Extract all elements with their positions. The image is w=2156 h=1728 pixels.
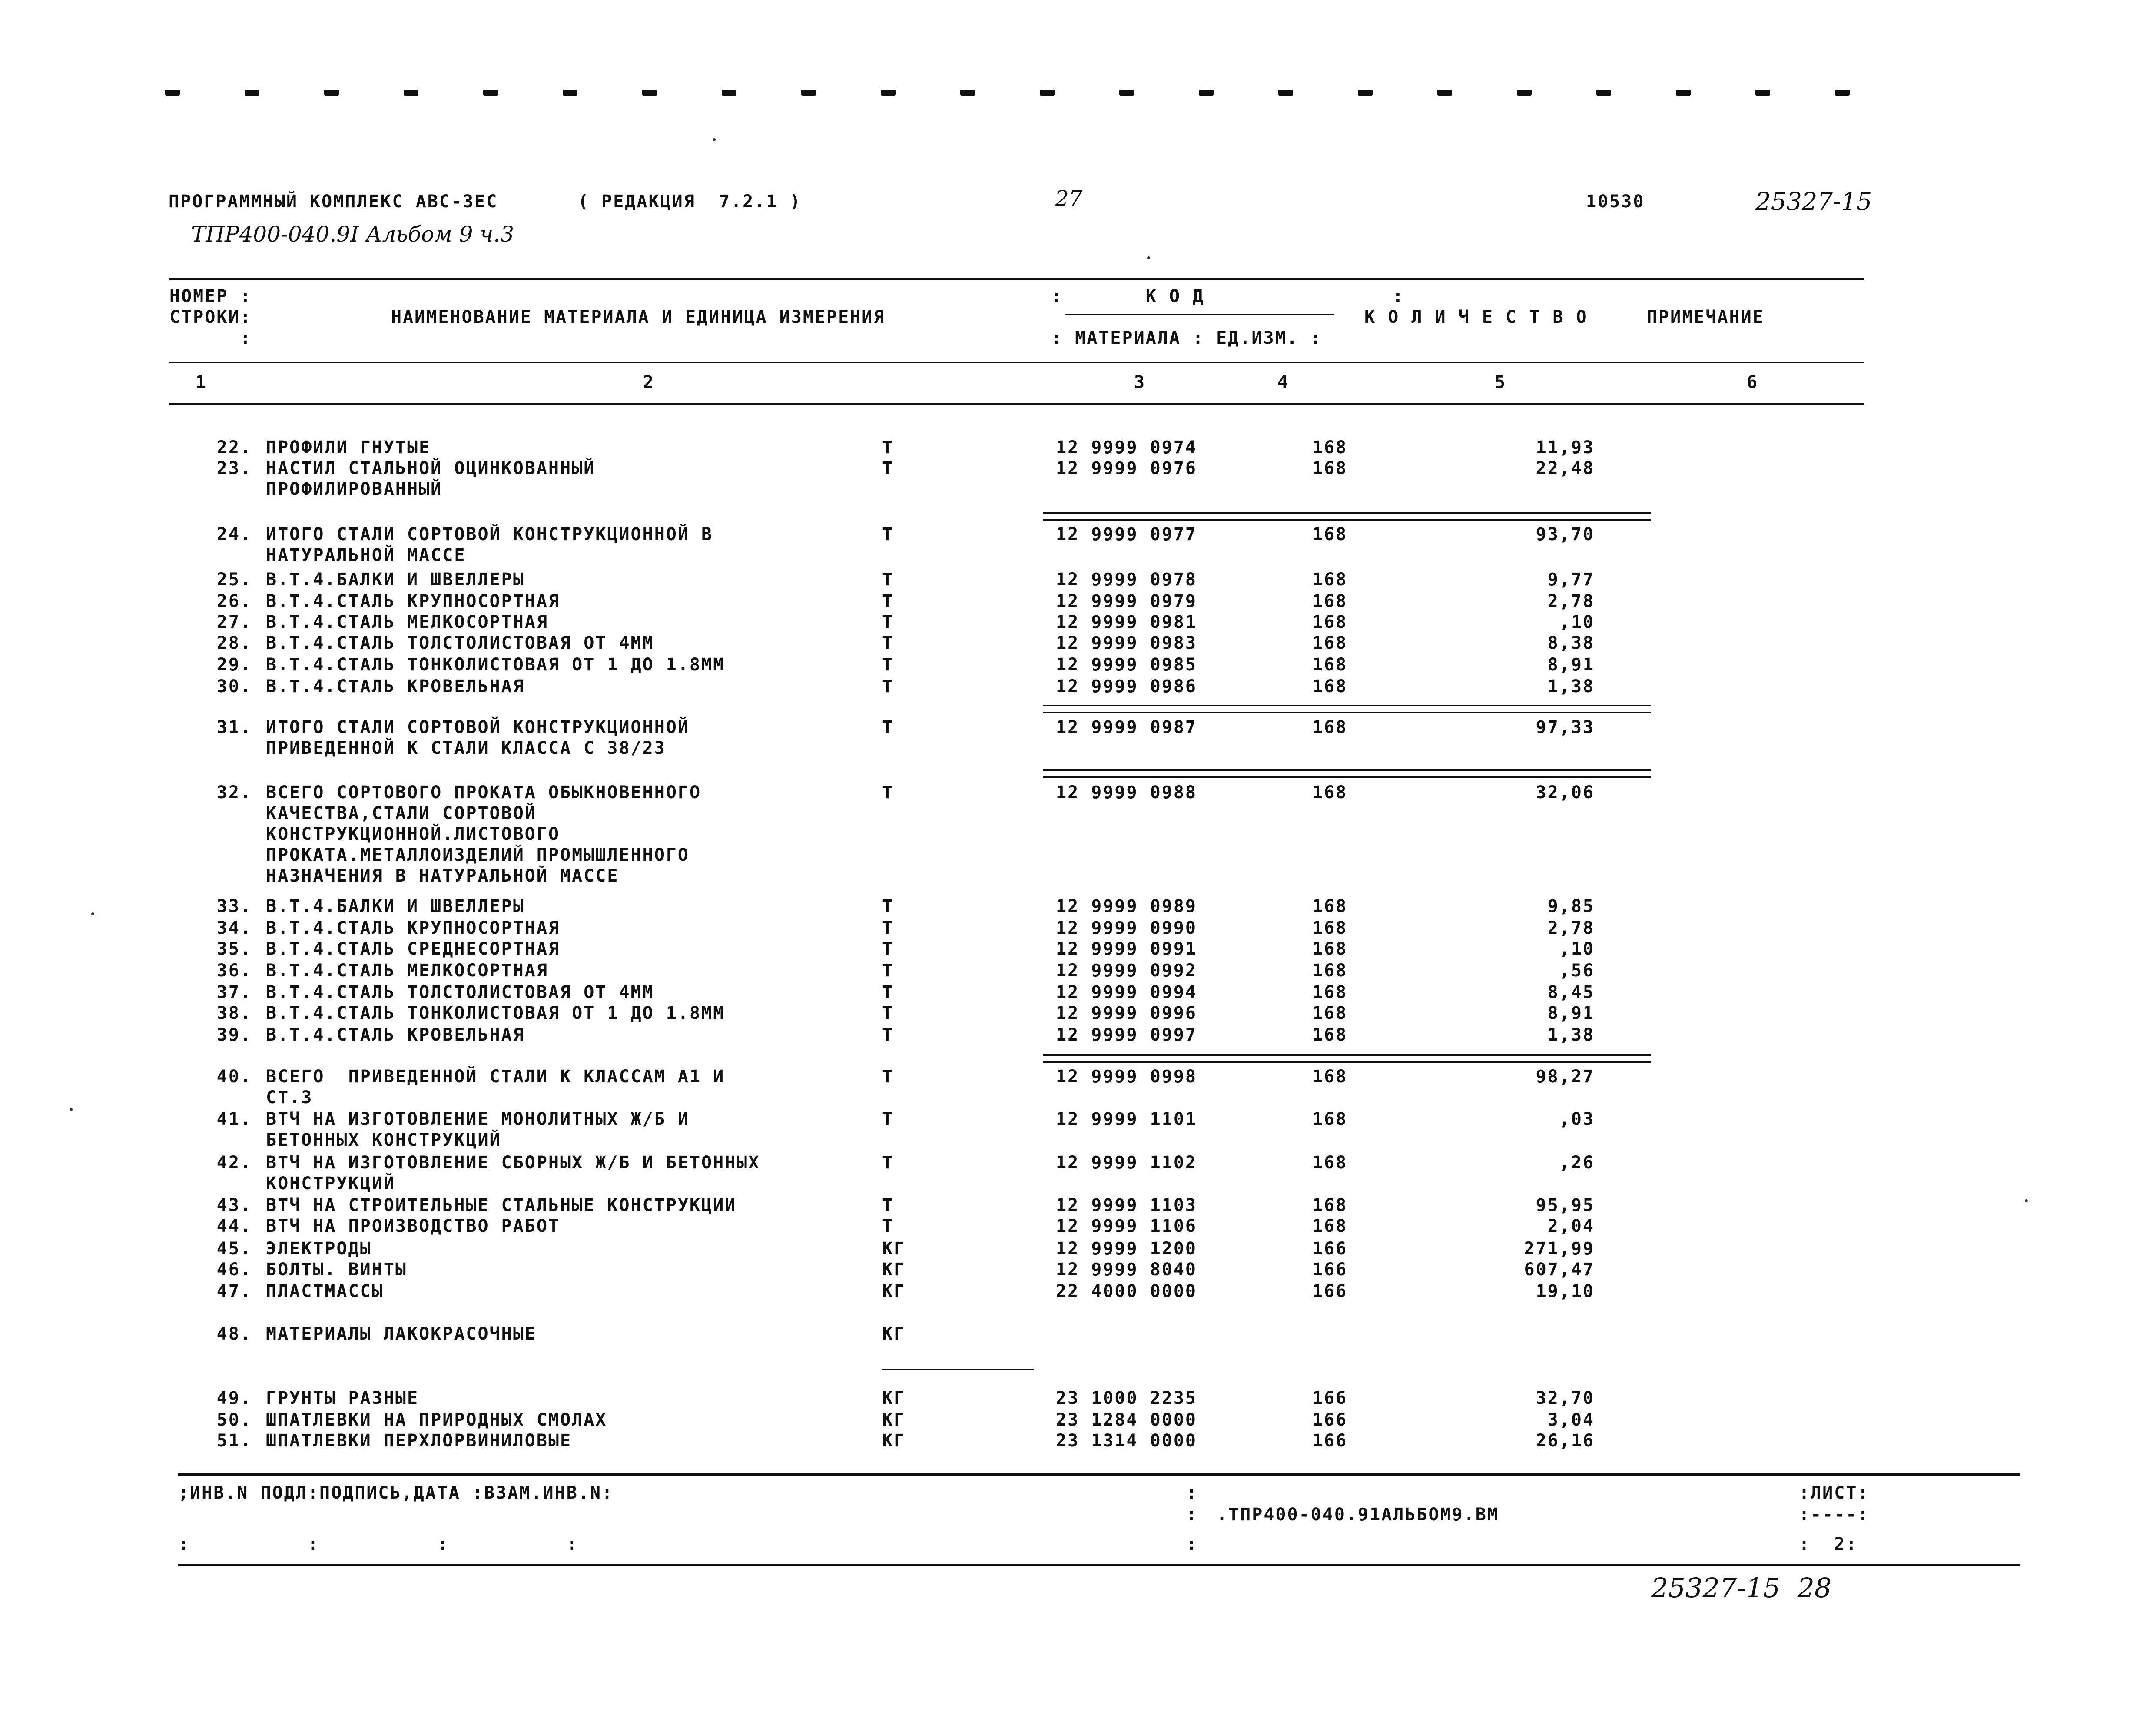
table-row [0, 676, 2156, 697]
material-code: 12 9999 0997 [1056, 1025, 1197, 1045]
sheet-divider: :----: [1799, 1505, 1870, 1525]
material-code: 12 9999 0989 [1056, 896, 1197, 916]
table-row [0, 654, 2156, 675]
row-number: 35. [216, 939, 252, 959]
table-row [0, 1109, 2156, 1150]
perforation-dash [165, 90, 180, 96]
unit-cell: Т [882, 1216, 894, 1236]
col-quantity-header: К О Л И Ч Е С Т В О [1364, 307, 1588, 327]
unit-cell: Т [882, 1025, 894, 1045]
unit-code: 168 [1312, 458, 1348, 478]
material-name: В.Т.4.БАЛКИ И ШВЕЛЛЕРЫ [266, 570, 525, 590]
table-row [0, 1259, 2156, 1280]
unit-cell: Т [882, 633, 894, 653]
material-code: 12 9999 0994 [1056, 982, 1197, 1002]
code-label: К О Д [1145, 286, 1205, 306]
unit-code: 168 [1312, 1109, 1348, 1129]
unit-code: 168 [1312, 961, 1348, 981]
quantity-value: 95,95 [1536, 1195, 1595, 1215]
col-number-1: 1 [196, 372, 208, 392]
material-code: 12 9999 0985 [1056, 655, 1197, 675]
material-name: В.Т.4.СТАЛЬ МЕЛКОСОРТНАЯ [266, 961, 548, 981]
row-number: 32. [216, 783, 252, 803]
col-number-4: 4 [1277, 372, 1290, 392]
unit-code: 168 [1312, 1216, 1348, 1236]
row-number: 34. [216, 918, 252, 938]
perforation-dash [324, 90, 339, 96]
unit-cell: КГ [882, 1239, 906, 1259]
row-number: 44. [216, 1216, 252, 1236]
col-number-3: 3 [1134, 372, 1146, 392]
material-code: 12 9999 1102 [1056, 1153, 1197, 1173]
scan-speck [91, 912, 94, 915]
perforation-dash [960, 90, 975, 96]
row-number: 30. [216, 677, 252, 697]
page-number: 27 [1055, 186, 1083, 211]
row-number: 31. [216, 717, 252, 737]
unit-code: 168 [1312, 717, 1348, 737]
row-number: 38. [216, 1003, 252, 1023]
program-title: ПРОГРАММНЫЙ КОМПЛЕКС АВС-3ЕС [169, 192, 498, 212]
perforation-dash [1676, 90, 1691, 96]
material-code: 12 9999 0998 [1056, 1067, 1197, 1087]
header-mid-rule [169, 362, 1864, 363]
row-number: 27. [216, 612, 252, 632]
table-row [0, 1216, 2156, 1237]
table-row [0, 1430, 2156, 1451]
table-row [0, 1323, 2156, 1344]
unit-cell: Т [882, 591, 894, 611]
perforation-dash [1278, 90, 1293, 96]
row-number: 45. [216, 1239, 252, 1259]
sheet-label: :ЛИСТ: [1799, 1483, 1870, 1503]
quantity-value: 11,93 [1536, 438, 1595, 458]
quantity-value: 8,45 [1547, 982, 1595, 1002]
unit-cell: КГ [882, 1410, 906, 1430]
quantity-value: 1,38 [1547, 677, 1595, 697]
code-split-rule [1065, 314, 1334, 315]
unit-code: 168 [1312, 939, 1348, 959]
material-name: ВСЕГО ПРИВЕДЕННОЙ СТАЛИ К КЛАССАМ А1 И СТ.3 [266, 1067, 725, 1108]
col-number-6: 6 [1747, 372, 1759, 392]
material-code: 12 9999 1101 [1056, 1109, 1197, 1129]
material-name: ВТЧ НА СТРОИТЕЛЬНЫЕ СТАЛЬНЫЕ КОНСТРУКЦИИ [266, 1195, 737, 1215]
col-code-subheaders: : МАТЕРИАЛА : ЕД.ИЗМ. : [1051, 328, 1322, 348]
subtotal-double-rule [1043, 1054, 1651, 1063]
material-name: ВТЧ НА ИЗГОТОВЛЕНИЕ МОНОЛИТНЫХ Ж/Б И БЕТОННЫХ КОНСТРУКЦИЙ [266, 1109, 690, 1150]
table-row [0, 982, 2156, 1003]
material-code: 12 9999 0976 [1056, 458, 1197, 478]
unit-cell: Т [882, 896, 894, 916]
document-subtitle: ТПР400-040.9I Альбом 9 ч.3 [191, 222, 514, 247]
table-row [0, 782, 2156, 886]
unit-code: 166 [1312, 1281, 1348, 1301]
table-row [0, 569, 2156, 590]
col-material-header: МАТЕРИАЛА [1075, 328, 1181, 348]
material-code: 12 9999 1103 [1056, 1195, 1197, 1215]
row-number: 49. [216, 1388, 252, 1408]
quantity-value: 98,27 [1536, 1067, 1595, 1087]
material-code: 12 9999 0988 [1056, 783, 1197, 803]
quantity-value: 93,70 [1536, 524, 1595, 544]
unit-code: 168 [1312, 1153, 1348, 1173]
quantity-value: 22,48 [1536, 458, 1595, 478]
quantity-value: ,26 [1559, 1153, 1595, 1173]
row-number: 24. [216, 524, 252, 544]
row-number: 22. [216, 438, 252, 458]
table-row [0, 939, 2156, 959]
table-row [0, 1152, 2156, 1194]
col-name-header: НАИМЕНОВАНИЕ МАТЕРИАЛА И ЕДИНИЦА ИЗМЕРЕНИЯ [391, 307, 886, 327]
unit-cell: КГ [882, 1431, 906, 1451]
edition-label: ( РЕДАКЦИЯ 7.2.1 ) [578, 192, 802, 212]
quantity-value: 9,85 [1547, 896, 1595, 916]
unit-cell: КГ [882, 1281, 906, 1301]
material-name: В.Т.4.СТАЛЬ КРУПНОСОРТНАЯ [266, 591, 561, 611]
document-designation: .ТПР400-040.91АЛЬБОМ9.ВМ [1217, 1505, 1499, 1525]
row-number: 50. [216, 1410, 252, 1430]
stamp-bottom-rule [178, 1564, 2020, 1566]
row-number: 41. [216, 1109, 252, 1129]
col-code-header: : К О Д : [1051, 286, 1405, 306]
unit-code: 166 [1312, 1239, 1348, 1259]
material-name: БОЛТЫ. ВИНТЫ [266, 1260, 407, 1280]
unit-code: 168 [1312, 591, 1348, 611]
archive-number: 25327-15 [1755, 188, 1872, 216]
material-name: ПЛАСТМАССЫ [266, 1281, 384, 1301]
unit-cell: КГ [882, 1388, 906, 1408]
handwritten-archive-note: 25327-15 28 [1651, 1572, 1832, 1604]
unit-cell: Т [882, 458, 894, 478]
unit-cell: Т [882, 612, 894, 632]
unit-cell: Т [882, 939, 894, 959]
material-code: 12 9999 0990 [1056, 918, 1197, 938]
perforation-dash [1437, 90, 1452, 96]
material-name: В.Т.4.СТАЛЬ МЕЛКОСОРТНАЯ [266, 612, 548, 632]
unit-code: 168 [1312, 655, 1348, 675]
row-number: 46. [216, 1260, 252, 1280]
section-underline [882, 1369, 1034, 1370]
material-code: 12 9999 0983 [1056, 633, 1197, 653]
quantity-value: 32,70 [1536, 1388, 1595, 1408]
table-top-rule [169, 278, 1864, 280]
table-row [0, 1281, 2156, 1302]
unit-code: 168 [1312, 1025, 1348, 1045]
subtotal-double-rule [1043, 705, 1651, 713]
table-row [0, 1388, 2156, 1409]
material-code: 23 1284 0000 [1056, 1410, 1197, 1430]
quantity-value: 8,91 [1547, 655, 1595, 675]
unit-code: 168 [1312, 438, 1348, 458]
table-row [0, 1003, 2156, 1024]
material-code: 23 1314 0000 [1056, 1431, 1197, 1451]
material-name: НАСТИЛ СТАЛЬНОЙ ОЦИНКОВАННЫЙ ПРОФИЛИРОВАННЫЙ [266, 458, 596, 499]
stamp-top-rule [178, 1473, 2020, 1476]
row-number: 28. [216, 633, 252, 653]
perforation-dash [1596, 90, 1611, 96]
run-code: 10530 [1586, 192, 1645, 212]
unit-code: 166 [1312, 1388, 1348, 1408]
perforation-dash [404, 90, 418, 96]
unit-cell: Т [882, 1067, 894, 1087]
col-number-5: 5 [1495, 372, 1507, 392]
material-name: В.Т.4.СТАЛЬ ТОНКОЛИСТОВАЯ ОТ 1 ДО 1.8ММ [266, 1003, 725, 1023]
material-code: 23 1000 2235 [1056, 1388, 1197, 1408]
quantity-value: ,10 [1559, 612, 1595, 632]
material-name: ГРУНТЫ РАЗНЫЕ [266, 1388, 419, 1408]
stamp-divider: : [1186, 1505, 1198, 1525]
quantity-value: ,10 [1559, 939, 1595, 959]
unit-cell: Т [882, 961, 894, 981]
table-row [0, 1410, 2156, 1430]
quantity-value: 607,47 [1524, 1260, 1595, 1280]
table-row [0, 896, 2156, 917]
quantity-value: 8,91 [1547, 1003, 1595, 1023]
quantity-value: 2,04 [1547, 1216, 1595, 1236]
scan-speck [713, 138, 716, 141]
unit-code: 166 [1312, 1260, 1348, 1280]
table-row [0, 960, 2156, 981]
unit-code: 168 [1312, 1067, 1348, 1087]
quantity-value: 3,04 [1547, 1410, 1595, 1430]
quantity-value: 19,10 [1536, 1281, 1595, 1301]
table-row [0, 437, 2156, 458]
material-code: 12 9999 0987 [1056, 717, 1197, 737]
row-number: 29. [216, 655, 252, 675]
row-number: 42. [216, 1153, 252, 1173]
unit-code: 166 [1312, 1431, 1348, 1451]
material-code: 12 9999 1106 [1056, 1216, 1197, 1236]
material-name: ИТОГО СТАЛИ СОРТОВОЙ КОНСТРУКЦИОННОЙ В НАТУРАЛЬНОЙ МАССЕ [266, 524, 713, 565]
table-row [0, 524, 2156, 565]
quantity-value: 97,33 [1536, 717, 1595, 737]
row-number: 47. [216, 1281, 252, 1301]
stamp-labels: ;ИНВ.N ПОДЛ:ПОДПИСЬ,ДАТА :ВЗАМ.ИНВ.N: [178, 1483, 614, 1503]
stamp-blank-cells: : : : : [178, 1534, 578, 1554]
unit-cell: Т [882, 655, 894, 675]
material-code: 12 9999 1200 [1056, 1239, 1197, 1259]
unit-code: 168 [1312, 1195, 1348, 1215]
col-row-number-header: НОМЕР : СТРОКИ: : [169, 286, 252, 348]
material-name: ИТОГО СТАЛИ СОРТОВОЙ КОНСТРУКЦИОННОЙ ПРИВЕДЕННОЙ К СТАЛИ КЛАССА С 38/23 [266, 717, 690, 758]
quantity-value: 32,06 [1536, 783, 1595, 803]
table-row [0, 633, 2156, 653]
material-name: ВСЕГО СОРТОВОГО ПРОКАТА ОБЫКНОВЕННОГО КАЧЕСТВА,СТАЛИ СОРТОВОЙ КОНСТРУКЦИОННОЙ.ЛИСТОВОГО ПРОКАТА.МЕТАЛЛОИЗДЕЛИЙ ПРОМЫШЛЕННОГО НАЗНАЧЕНИЯ В НАТУРАЛЬНОЙ МАССЕ [266, 783, 702, 886]
quantity-value: ,03 [1559, 1109, 1595, 1129]
unit-code: 166 [1312, 1410, 1348, 1430]
table-row [0, 1066, 2156, 1108]
col-number-2: 2 [643, 372, 655, 392]
material-name: ЭЛЕКТРОДЫ [266, 1239, 372, 1259]
perforation-dash [563, 90, 577, 96]
quantity-value: 2,78 [1547, 918, 1595, 938]
unit-cell: Т [882, 1153, 894, 1173]
material-code: 12 9999 0978 [1056, 570, 1197, 590]
material-code: 22 4000 0000 [1056, 1281, 1197, 1301]
unit-code: 168 [1312, 896, 1348, 916]
perforation-dash [1358, 90, 1373, 96]
material-name: ВТЧ НА ПРОИЗВОДСТВО РАБОТ [266, 1216, 561, 1236]
unit-code: 168 [1312, 1003, 1348, 1023]
sheet-number: : 2: [1799, 1534, 1858, 1554]
scan-speck [2025, 1199, 2028, 1202]
unit-code: 168 [1312, 677, 1348, 697]
row-number: 26. [216, 591, 252, 611]
unit-cell: Т [882, 982, 894, 1002]
material-code: 12 9999 0991 [1056, 939, 1197, 959]
unit-cell: Т [882, 524, 894, 544]
table-row [0, 591, 2156, 612]
unit-cell: Т [882, 717, 894, 737]
material-code: 12 9999 0996 [1056, 1003, 1197, 1023]
unit-code: 168 [1312, 524, 1348, 544]
stamp-divider: : [1186, 1534, 1198, 1554]
quantity-value: 2,78 [1547, 591, 1595, 611]
material-name: В.Т.4.СТАЛЬ КРОВЕЛЬНАЯ [266, 677, 525, 697]
quantity-value: ,56 [1559, 961, 1595, 981]
material-name: МАТЕРИАЛЫ ЛАКОКРАСОЧНЫЕ [266, 1324, 537, 1344]
material-code: 12 9999 0974 [1056, 438, 1197, 458]
row-number: 40. [216, 1067, 252, 1087]
material-name: В.Т.4.СТАЛЬ КРОВЕЛЬНАЯ [266, 1025, 525, 1045]
row-number: 48. [216, 1324, 252, 1344]
material-code: 12 9999 0992 [1056, 961, 1197, 981]
stamp-divider: : [1186, 1483, 1198, 1503]
unit-cell: Т [882, 1003, 894, 1023]
row-number: 23. [216, 458, 252, 478]
unit-code: 168 [1312, 918, 1348, 938]
perforation-dash [881, 90, 896, 96]
perforation-dash [1517, 90, 1532, 96]
material-name: В.Т.4.СТАЛЬ ТОЛСТОЛИСТОВАЯ ОТ 4ММ [266, 982, 654, 1002]
quantity-value: 8,38 [1547, 633, 1595, 653]
perforation-dash [1755, 90, 1770, 96]
row-number: 36. [216, 961, 252, 981]
quantity-value: 9,77 [1547, 570, 1595, 590]
table-row [0, 612, 2156, 633]
unit-cell: Т [882, 918, 894, 938]
perforation-dash [801, 90, 816, 96]
unit-cell: Т [882, 1195, 894, 1215]
unit-cell: Т [882, 438, 894, 458]
quantity-value: 1,38 [1547, 1025, 1595, 1045]
perforation-dash [1119, 90, 1134, 96]
perforation-dash [245, 90, 259, 96]
row-number: 25. [216, 570, 252, 590]
unit-cell: Т [882, 1109, 894, 1129]
row-number: 39. [216, 1025, 252, 1045]
table-row [0, 918, 2156, 939]
unit-cell: Т [882, 677, 894, 697]
scan-speck [70, 1108, 73, 1111]
unit-cell: КГ [882, 1260, 906, 1280]
unit-code: 168 [1312, 612, 1348, 632]
row-number: 43. [216, 1195, 252, 1215]
row-number: 33. [216, 896, 252, 916]
material-code: 12 9999 0979 [1056, 591, 1197, 611]
table-row [0, 1238, 2156, 1259]
material-name: В.Т.4.БАЛКИ И ШВЕЛЛЕРЫ [266, 896, 525, 916]
unit-code: 168 [1312, 570, 1348, 590]
material-code: 12 9999 8040 [1056, 1260, 1197, 1280]
perforation-dash [483, 90, 498, 96]
quantity-value: 271,99 [1524, 1239, 1595, 1259]
row-number: 37. [216, 982, 252, 1002]
material-name: В.Т.4.СТАЛЬ КРУПНОСОРТНАЯ [266, 918, 561, 938]
material-name: ПРОФИЛИ ГНУТЫЕ [266, 438, 431, 458]
material-name: ШПАТЛЕВКИ НА ПРИРОДНЫХ СМОЛАХ [266, 1410, 607, 1430]
material-name: ШПАТЛЕВКИ ПЕРХЛОРВИНИЛОВЫЕ [266, 1431, 572, 1451]
material-name: ВТЧ НА ИЗГОТОВЛЕНИЕ СБОРНЫХ Ж/Б И БЕТОННЫХ КОНСТРУКЦИЙ [266, 1153, 760, 1194]
perforation-dash [722, 90, 736, 96]
material-code: 12 9999 0977 [1056, 524, 1197, 544]
material-code: 12 9999 0981 [1056, 612, 1197, 632]
perforation-dash [1835, 90, 1850, 96]
header-bottom-rule [169, 403, 1864, 405]
perforation-dash [642, 90, 657, 96]
subtotal-double-rule [1043, 512, 1651, 521]
scan-speck [1147, 256, 1150, 259]
quantity-value: 26,16 [1536, 1431, 1595, 1451]
col-note-header: ПРИМЕЧАНИЕ [1647, 307, 1765, 327]
unit-code: 168 [1312, 783, 1348, 803]
subtotal-double-rule [1043, 769, 1651, 778]
material-name: В.Т.4.СТАЛЬ СРЕДНЕСОРТНАЯ [266, 939, 561, 959]
table-row [0, 1025, 2156, 1045]
row-number: 51. [216, 1431, 252, 1451]
material-name: В.Т.4.СТАЛЬ ТОЛСТОЛИСТОВАЯ ОТ 4ММ [266, 633, 654, 653]
table-row [0, 717, 2156, 758]
perforation-dash [1199, 90, 1214, 96]
perforation-dash [1040, 90, 1055, 96]
table-row [0, 1195, 2156, 1216]
unit-code: 168 [1312, 982, 1348, 1002]
unit-cell: КГ [882, 1324, 906, 1344]
table-row [0, 458, 2156, 499]
unit-cell: Т [882, 570, 894, 590]
unit-cell: Т [882, 783, 894, 803]
col-unit-header: ЕД.ИЗМ. [1216, 328, 1299, 348]
material-code: 12 9999 0986 [1056, 677, 1197, 697]
material-name: В.Т.4.СТАЛЬ ТОНКОЛИСТОВАЯ ОТ 1 ДО 1.8ММ [266, 655, 725, 675]
unit-code: 168 [1312, 633, 1348, 653]
